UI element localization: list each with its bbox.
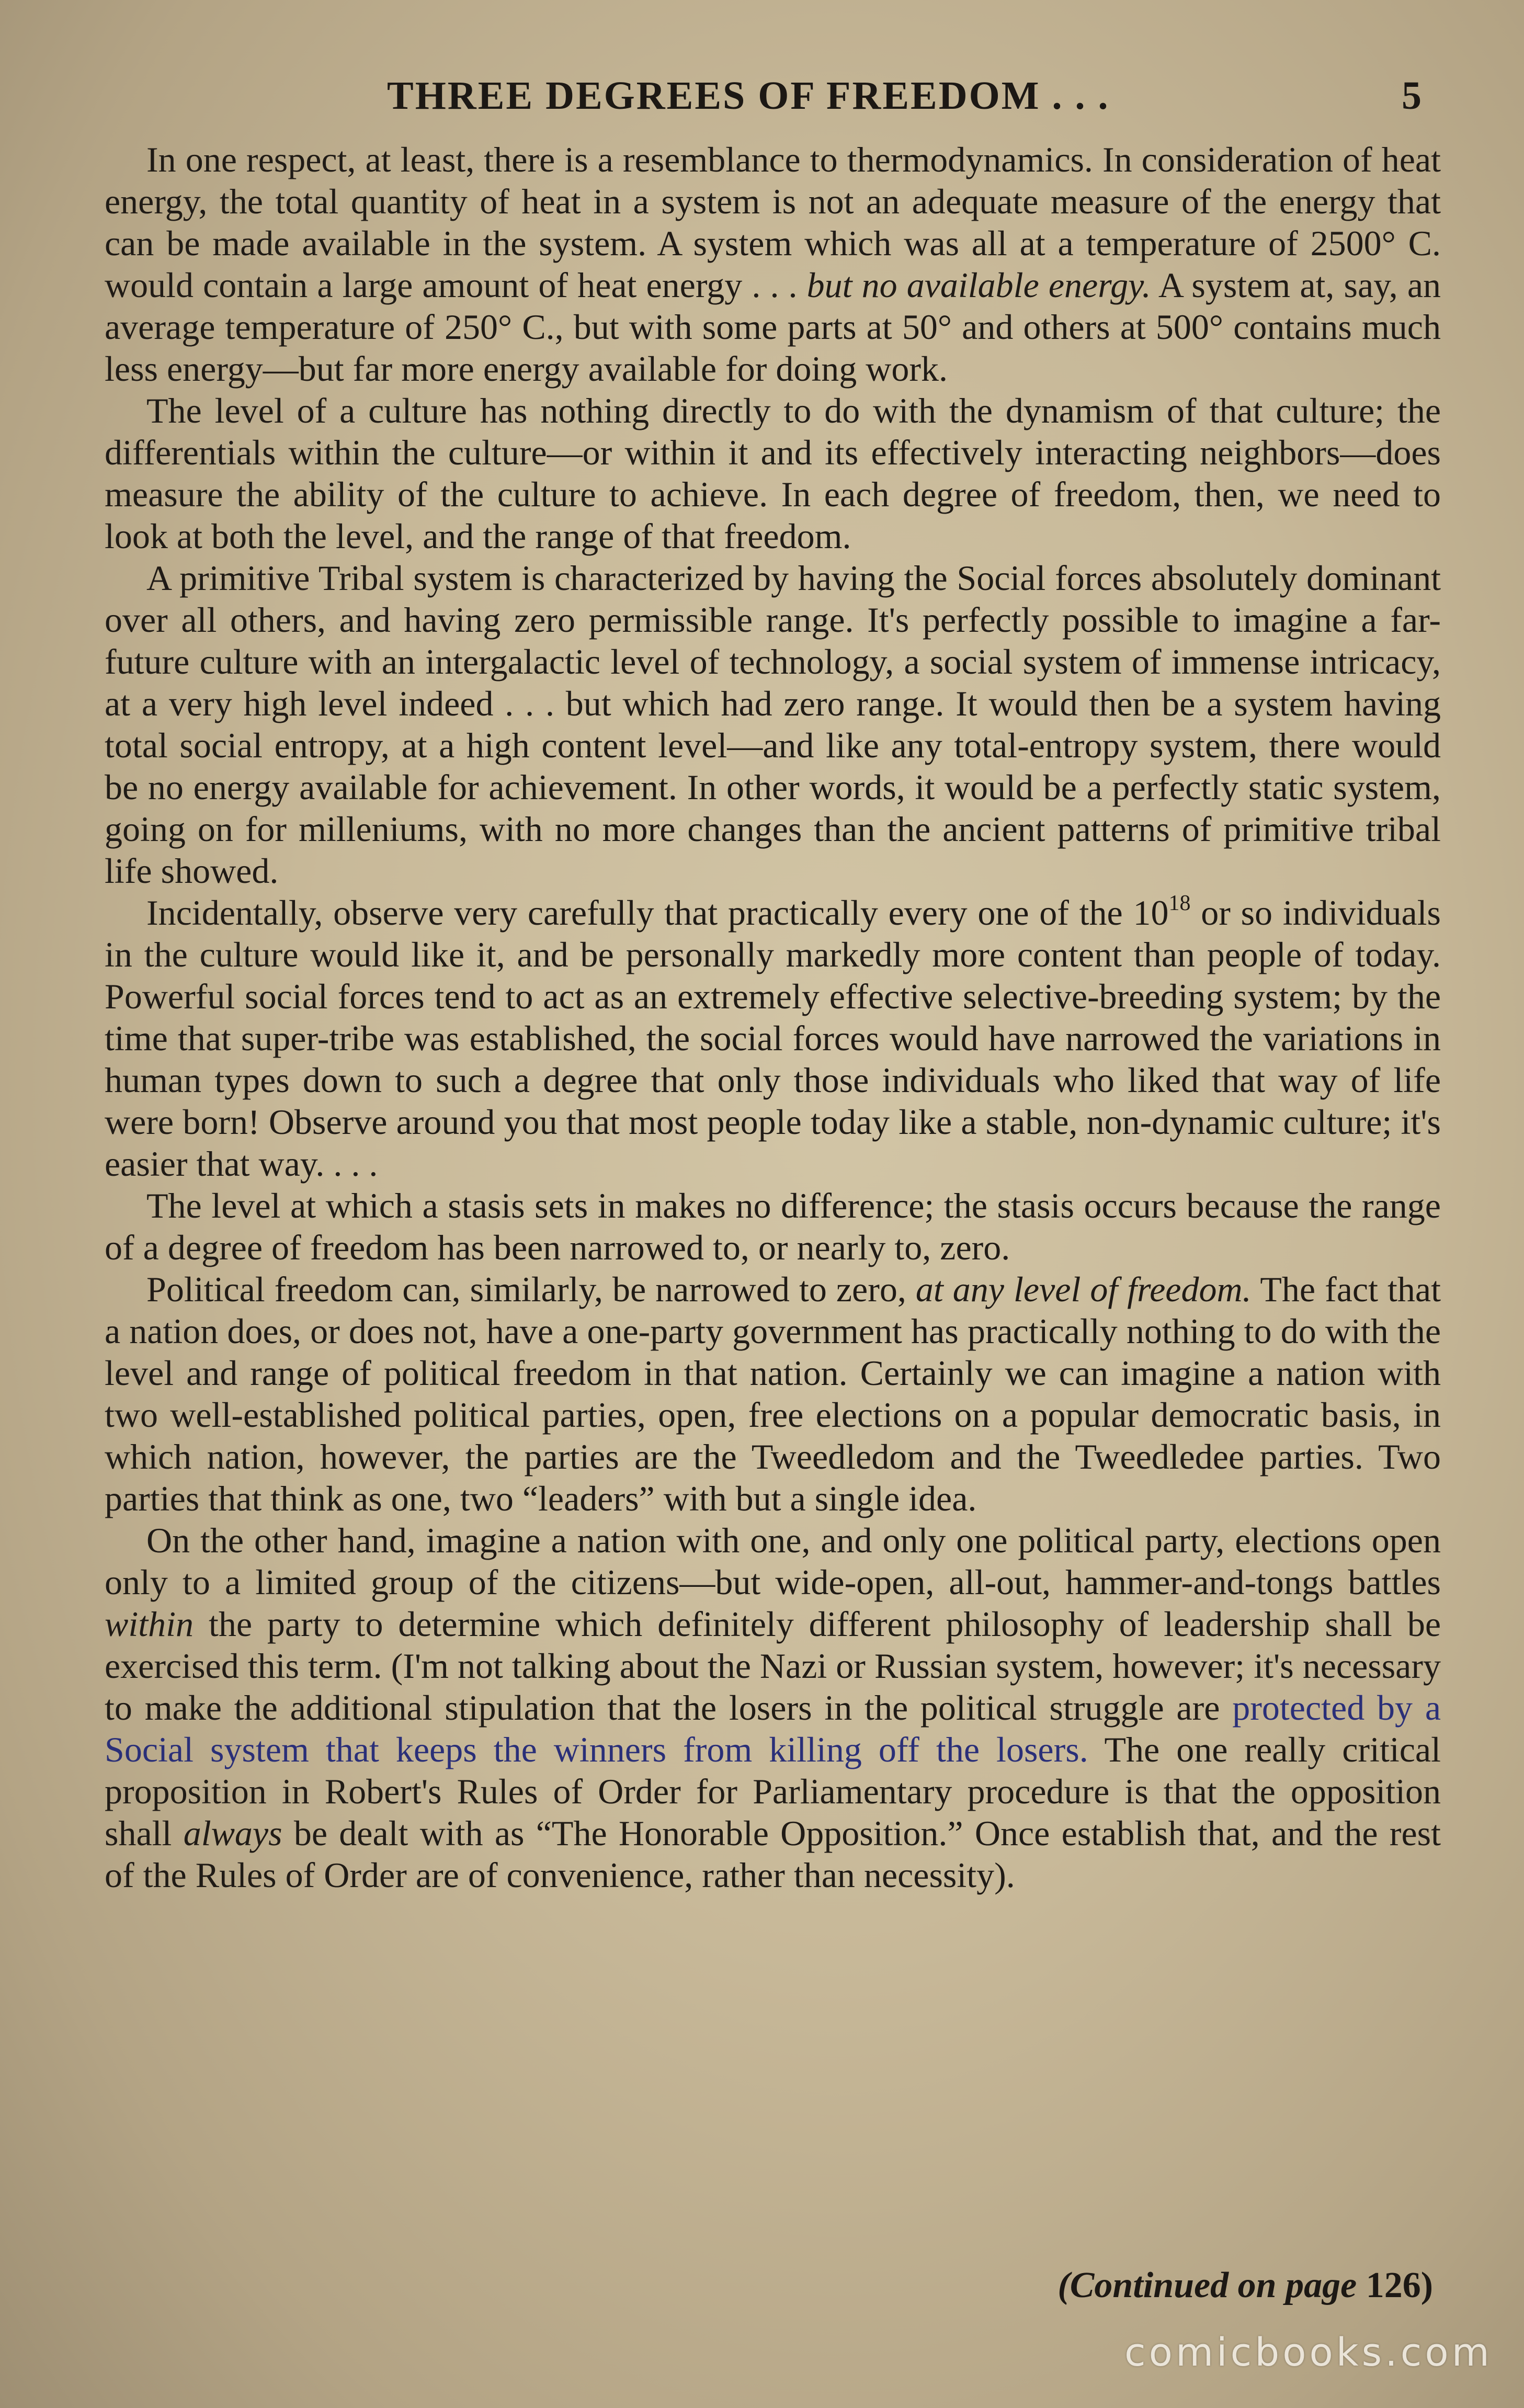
paragraph-2-text: The level of a culture has nothing directly to do with the dynamism of that culture; the differentials within the culture—or within it and its effectively interacting neighbors—does measure the ability of the culture to achieve. In each degree of freedom, then, we need to look at both the level, and the range of that freedom. [105, 391, 1441, 556]
page-number: 5 [1402, 74, 1421, 118]
continued-prefix: (Continued on page [1057, 2265, 1357, 2305]
running-head: THREE DEGREES OF FREEDOM . . . [387, 74, 1110, 118]
exponent-superscript: 18 [1168, 891, 1191, 915]
paragraph-7-text-c: the party to determine which definitely different philosophy of leadership shall be exercised this term. (I'm not talking about the Nazi or Russian system, however; it's necessary to make the additional stipulation that the losers in the political struggle are [105, 1604, 1441, 1728]
paragraph-6 [105, 1268, 1441, 1519]
paragraph-4 [105, 892, 1441, 1185]
paragraph-7 [105, 1519, 1441, 1896]
paragraph-5 [105, 1185, 1441, 1268]
page-header [0, 73, 1524, 136]
paragraph-1-text-c: A system at, say, an average temperature of 250° C., but with some parts at 50° and others at 500° contains much less energy—but far more energy available for doing work. [105, 265, 1441, 389]
continued-notice [1025, 2265, 1433, 2307]
continued-page: 126) [1366, 2265, 1433, 2305]
article-body [105, 139, 1441, 1896]
paragraph-1-text-a: In one respect, at least, there is a resemblance to thermodynamics. In consideration of heat energy, the total quantity of heat in a system is not an adequate measure of the energy that can be made available in the system. A system which was all at a temperature of 2500° C. would contain a large amount of heat energy . . . [105, 140, 1441, 305]
paragraph-1-italic: but no available energy. [806, 265, 1151, 305]
watermark: comicbooks.com [1124, 2330, 1493, 2375]
paragraph-3 [105, 557, 1441, 892]
paragraph-6-italic: at any level of freedom. [915, 1269, 1252, 1309]
paragraph-1 [105, 139, 1441, 390]
paragraph-7-text-g: be dealt with as “The Honorable Opposition.” Once establish that, and the rest of the Rules of Order are of convenience, rather than necessity). [105, 1813, 1441, 1895]
paragraph-4-text-a: Incidentally, observe very carefully that practically every one of the 10 [146, 893, 1169, 933]
paragraph-6-text-a: Political freedom can, similarly, be narrowed to zero, [146, 1269, 916, 1309]
paragraph-2 [105, 390, 1441, 557]
paragraph-5-text: The level at which a stasis sets in makes no difference; the stasis occurs because the range of a degree of freedom has been narrowed to, or nearly to, zero. [105, 1186, 1441, 1267]
paragraph-7-italic-within: within [105, 1604, 194, 1644]
paragraph-7-text-e: The one really critical proposition in Robert's Rules of Order for Parliamentary procedure is that the opposition shall [105, 1730, 1441, 1853]
paragraph-3-text: A primitive Tribal system is characterized by having the Social forces absolutely dominant over all others, and having zero permissible range. It's perfectly possible to imagine a far-future culture with an intergalactic level of technology, a social system of immense intricacy, at a very high level indeed . . . but which had zero range. It would then be a system having total social entropy, at a high content level—and like any total-entropy system, there would be no energy available for achievement. In other words, it would be a perfectly static system, going on for milleniums, with no more changes than the ancient patterns of primitive tribal life showed. [105, 558, 1441, 891]
paragraph-7-italic-always: always [183, 1813, 282, 1853]
paragraph-7-text-a: On the other hand, imagine a nation with one, and only one political party, elections open only to a limited group of the citizens—but wide-open, all-out, hammer-and-tongs battles [105, 1520, 1441, 1602]
paragraph-7-blue-ink-line: protected by a Social system that keeps the winners from killing off the losers. [105, 1688, 1441, 1769]
paragraph-4-text-c: or so individuals in the culture would like it, and be personally markedly more content than people of today. Powerful social forces tend to act as an extremely effective selective-breeding system; by the time that super-tribe was established, the social forces would have narrowed the variations in human types down to such a degree that only those individuals who liked that way of life were born! Observe around you that most people today like a stable, non-dynamic culture; it's easier that way. . . . [105, 893, 1441, 1184]
paragraph-6-text-c: The fact that a nation does, or does not, have a one-party government has practically nothing to do with the level and range of political freedom in that nation. Certainly we can imagine a nation with two well-established political parties, open, free elections on a popular democratic basis, in which nation, however, the parties are the Tweedledom and the Tweedledee parties. Two parties that think as one, two “leaders” with but a single idea. [105, 1269, 1441, 1518]
